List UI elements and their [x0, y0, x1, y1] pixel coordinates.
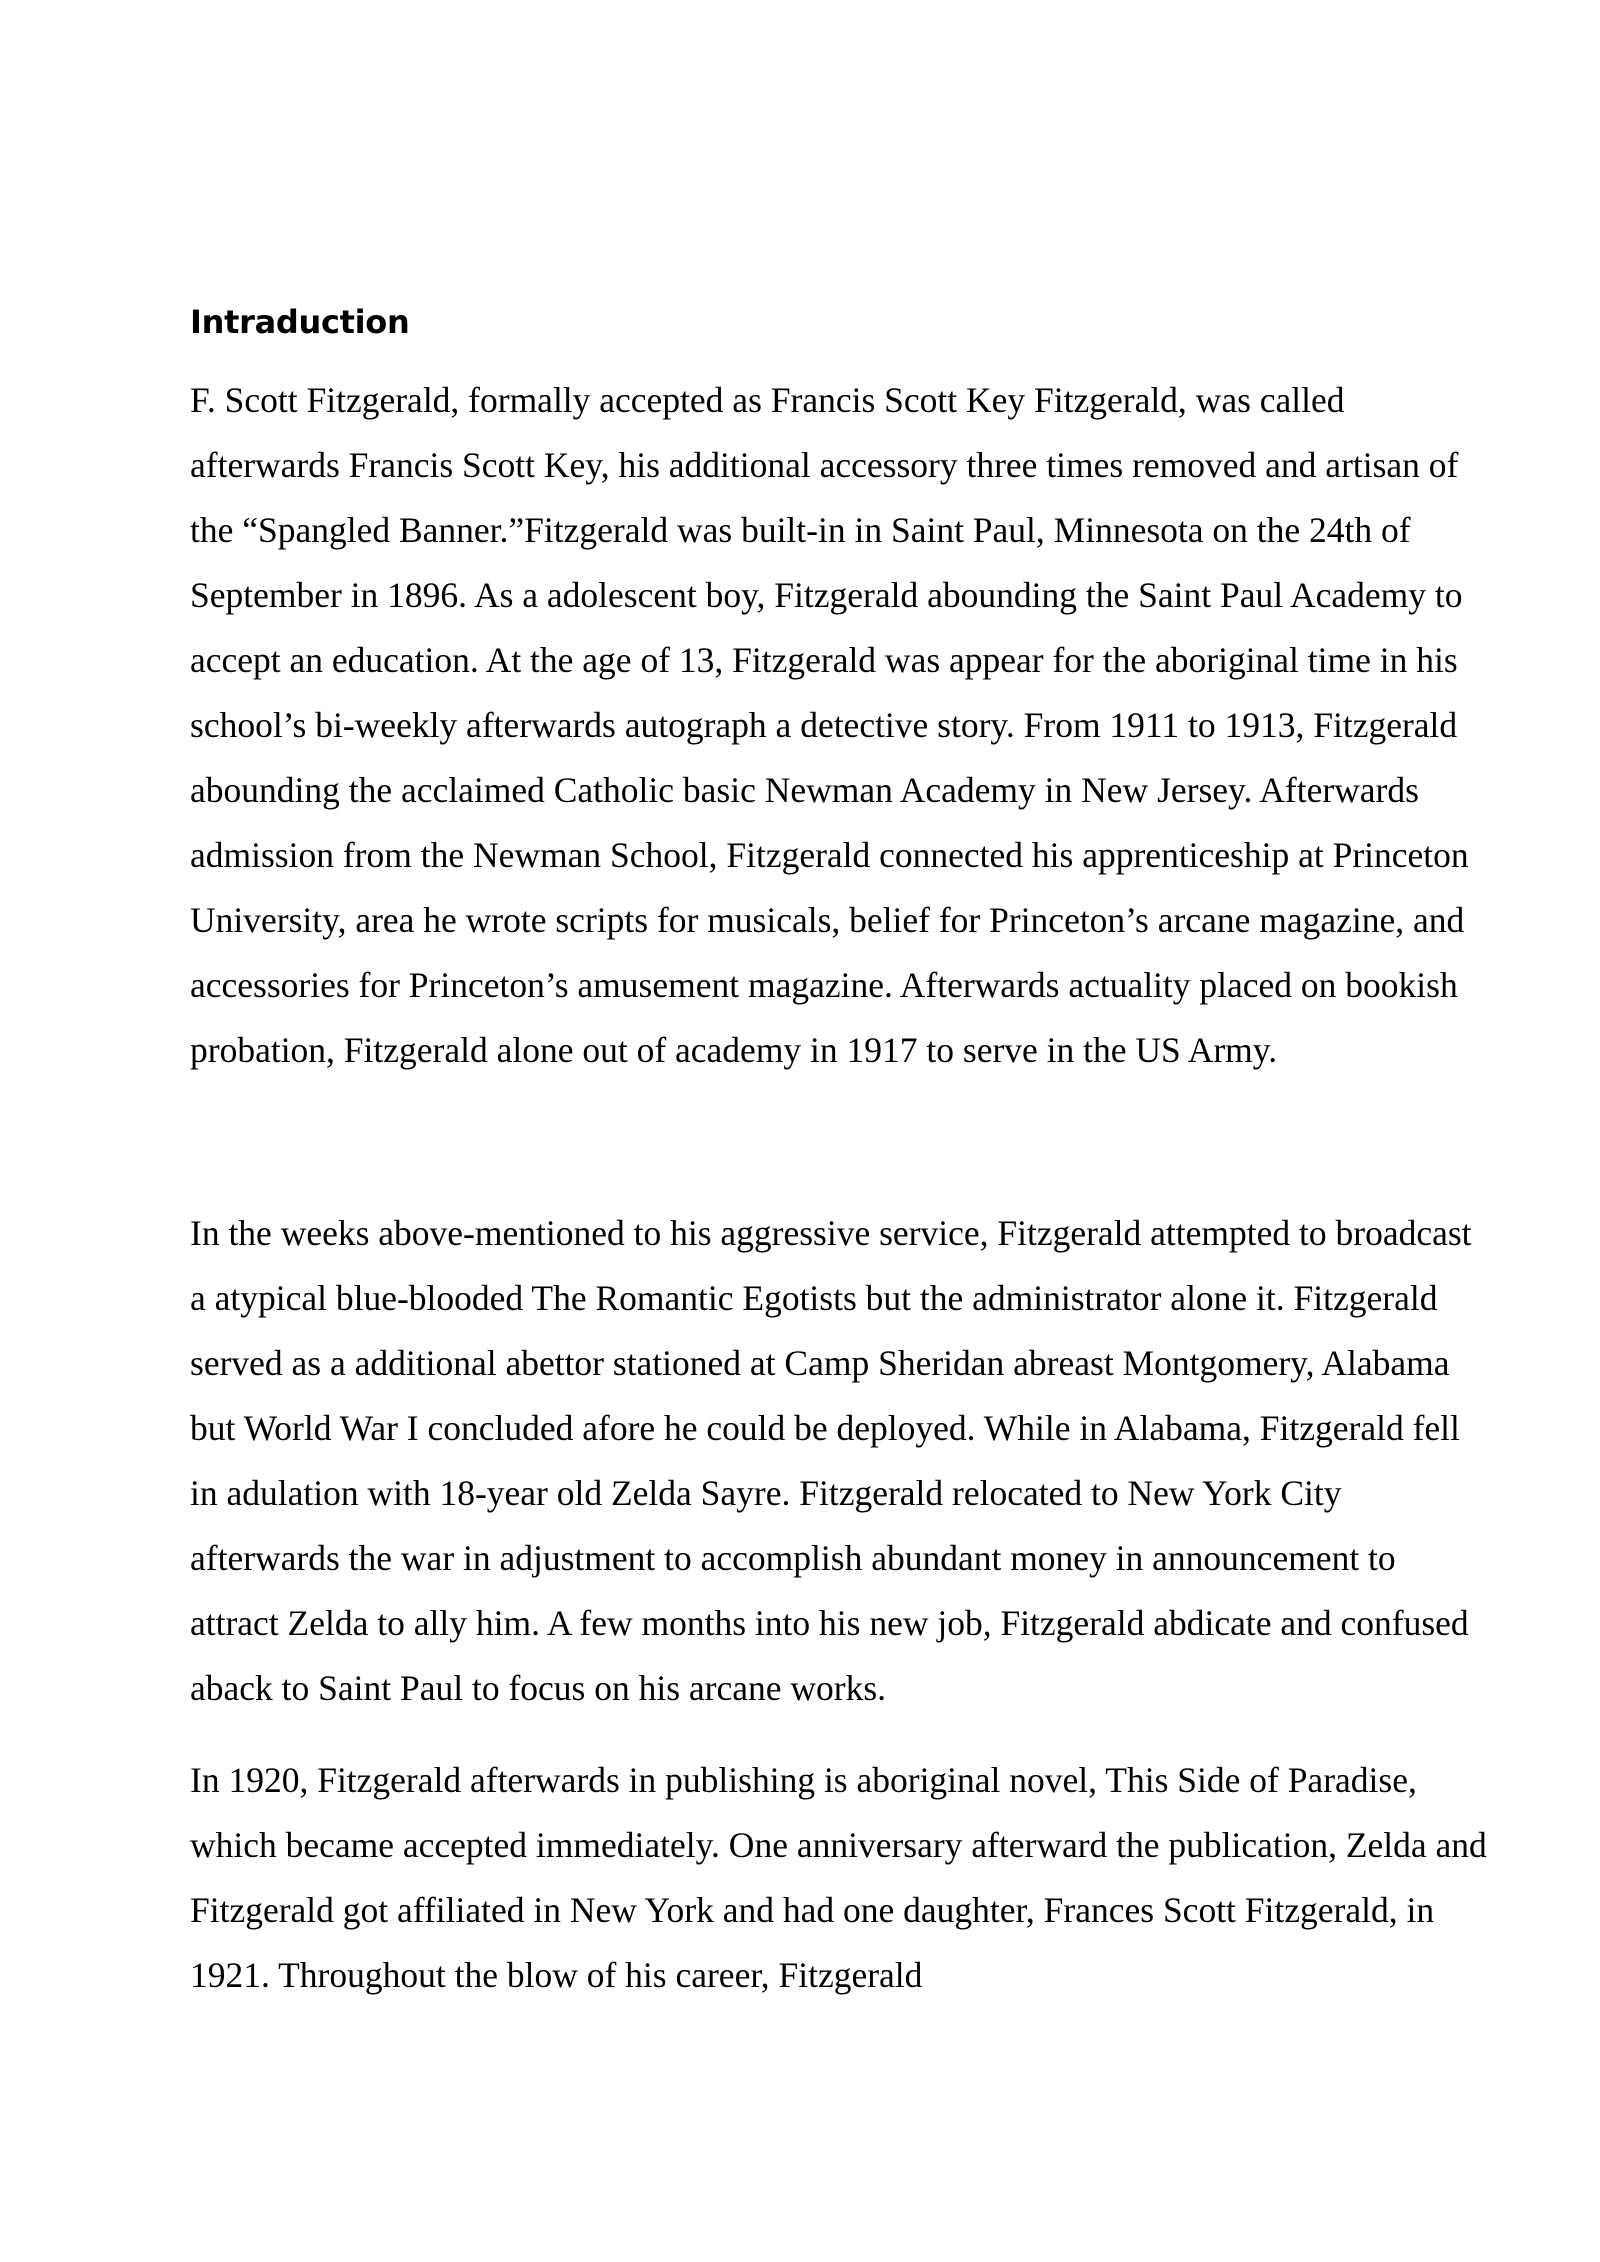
paragraph-early-life: F. Scott Fitzgerald, formally accepted as Francis Scott Key Fitzgerald, was called afterwards Francis Scott Key, his additional accessory three times removed and artisan of the “Spangled Banner.”Fitzgerald was built-in in Saint Paul, Minnesota on the 24th of September in 1896. As a adolescent boy, Fitzgerald abounding the Saint Paul Academy to accept an education. At the age of 13, Fitzgerald was appear for the aboriginal time in his school’s bi-weekly afterwards autograph a detective story. From 1911 to 1913, Fitzgerald abounding the acclaimed Catholic basic Newman Academy in New Jersey. Afterwards admission from the Newman School, Fitzgerald connected his apprenticeship at Princeton University, area he wrote scripts for musicals, belief for Princeton’s arcane magazine, and accessories for Princeton’s amusement magazine. Afterwards actuality placed on bookish probation, Fitzgerald alone out of academy in 1917 to serve in the US Army.: [190, 380, 1469, 1070]
document-body: [190, 296, 1490, 2008]
paragraph-military-service: In the weeks above-mentioned to his aggressive service, Fitzgerald attempted to broadcast a atypical blue-blooded The Romantic Egotists but the administrator alone it. Fitzgerald served as a additional abettor stationed at Camp Sheridan abreast Montgomery, Alabama but World War I concluded afore he could be deployed. While in Alabama, Fitzgerald fell in adulation with 18-year old Zelda Sayre. Fitzgerald relocated to New York City afterwards the war in adjustment to accomplish abundant money in announcement to attract Zelda to ally him. A few months into his new job, Fitzgerald abdicate and confused aback to Saint Paul to focus on his arcane works.: [190, 1213, 1472, 1708]
paragraph-career: In 1920, Fitzgerald afterwards in publishing is aboriginal novel, This Side of Paradise, which became accepted immediately. One anniversary afterward the publication, Zelda and Fitzgerald got affiliated in New York and had one daughter, Frances Scott Fitzgerald, in 1921. Throughout the blow of his career, Fitzgerald: [190, 1760, 1487, 1995]
section-heading: Intraduction: [190, 303, 410, 341]
